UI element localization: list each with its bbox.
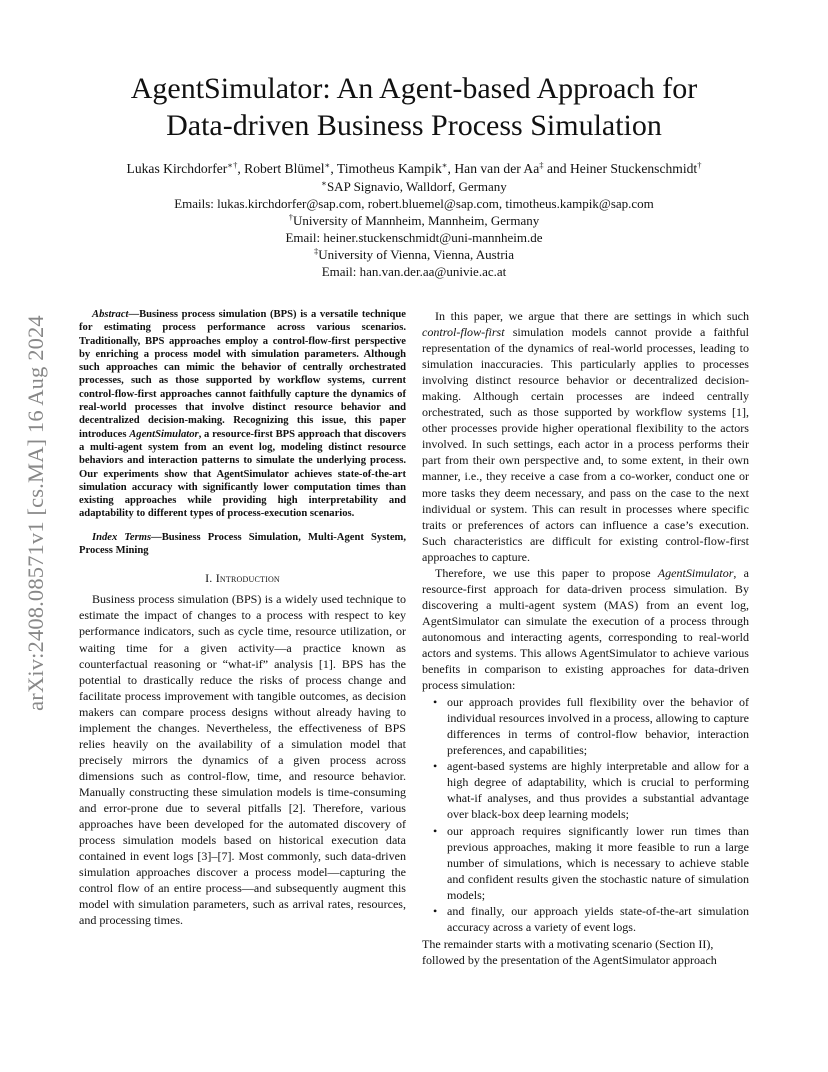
affiliation-mark: † — [697, 160, 702, 170]
affiliation-mark: † — [288, 212, 293, 222]
paragraph-emphasis: AgentSimulator — [657, 565, 734, 580]
affiliation-mannheim-email: Email: heiner.stuckenschmidt@uni-mannheim.de — [285, 230, 543, 245]
affiliation-mannheim — [60, 212, 768, 229]
index-terms-text: —Business Process Simulation, Multi-Agent System, Process Mining — [79, 531, 406, 557]
abstract — [79, 308, 406, 521]
author-name: Lukas Kirchdorfer — [126, 161, 228, 176]
introduction-paragraph-3 — [422, 565, 749, 693]
affiliation-vienna-email: Email: han.van.der.aa@univie.ac.at — [321, 264, 507, 279]
abstract-text-b: , a resource-first BPS approach that discovers a multi-agent system from an event log, modeling distinct resource behaviors and interaction patterns to simulate the underlying process. Our experiments show that AgentSimulator achieves state-of-the-art simulation accuracy with significantly lower computation times than existing approaches while providing high interpretability and adaptability to different types of process-execution scenarios. — [79, 428, 406, 520]
list-item: • and finally, our approach yields state-of-the-art simulation accuracy across a variety of event logs. — [447, 903, 749, 935]
affiliation-sap — [60, 178, 768, 195]
affiliation-mark: ‡ — [539, 160, 544, 170]
abstract-emphasis: AgentSimulator — [129, 428, 199, 440]
affiliation-name: SAP Signavio, Walldorf, Germany — [326, 179, 507, 194]
index-terms — [79, 531, 406, 558]
affiliation-mark: ‡ — [313, 246, 319, 256]
affiliation-sap-emails: Emails: lukas.kirchdorfer@sap.com, robert.bluemel@sap.com, timotheus.kampik@sap.com — [174, 196, 654, 211]
paper-title-line-2: Data-driven Business Process Simulation — [166, 109, 662, 142]
paper-title — [60, 70, 768, 144]
list-item: • agent-based systems are highly interpretable and allow for a high degree of adaptability, which is crucial to performing what-if analyses, and thus provides a substantial advantage over black-box deep learning models; — [447, 758, 749, 822]
paper-title-line-1: AgentSimulator: An Agent-based Approach for — [130, 72, 698, 105]
paragraph-emphasis: control-flow-first — [422, 325, 505, 340]
author-name: Timotheus Kampik — [336, 161, 442, 176]
affiliation-name: University of Vienna, Vienna, Austria — [318, 247, 515, 262]
paragraph-text: Therefore, we use this paper to propose — [435, 565, 658, 580]
list-item: • our approach provides full flexibility over the behavior of individual resources involved in a process, allowing to capture differences in terms of control-flow behavior, interaction preferences, and capabilities; — [447, 694, 749, 758]
affiliation-mark: ∗ — [324, 160, 331, 170]
abstract-label: Abstract — [92, 309, 129, 320]
author-name: Heiner Stuckenschmidt — [569, 161, 698, 176]
author-name: Robert Blümel — [244, 161, 325, 176]
section-heading-introduction: I. Introduction — [205, 571, 280, 586]
contributions-list — [422, 694, 749, 935]
affiliation-mark: ∗ — [321, 178, 327, 188]
left-column — [79, 308, 406, 928]
author-name: Han van der Aa — [454, 161, 540, 176]
author-separator: and — [546, 161, 567, 176]
arxiv-identifier — [20, 268, 52, 758]
right-column — [422, 308, 749, 968]
abstract-text-a: —Business process simulation (BPS) is a versatile technique for estimating process performance across various scenarios. Traditionally, BPS approaches employ a control-flow-first perspective by enriching a process model with simulation parameters. Although such approaches can mimic the behavior of centrally orchestrated processes, such as those supported by workflow systems, current control-flow-first approaches cannot faithfully capture the dynamics of real-world processes that involve distinct resource behavior and decentralized decision-making. Recognizing this issue, this paper introduces — [79, 309, 406, 440]
affiliation-name: University of Mannheim, Mannheim, Germany — [293, 213, 540, 228]
list-item: • our approach requires significantly lower run times than previous approaches, making it more feasible to run a large number of simulations, which is necessary to achieve stable and confident results given the stochastic nature of simulation models; — [447, 823, 749, 903]
introduction-paragraph-2 — [422, 308, 749, 565]
index-terms-label: Index Terms — [92, 531, 152, 543]
affiliation-vienna — [60, 246, 768, 263]
paragraph-text: , a resource-first approach for data-driven process simulation. By discovering a multi-agent system (MAS) from an event log, AgentSimulator can simulate the execution of a process through autonomous and interacting agents, corresponding to real-world actors and systems. This allows AgentSimulator to achieve various benefits in comparison to existing approaches for data-driven process simulation: — [422, 565, 749, 693]
introduction-paragraph-1: Business process simulation (BPS) is a widely used technique to estimate the impact of changes to a process with respect to key performance indicators, such as cycle time, resource utilization, or waiting time for a given activity—a practice known as counterfactual reasoning or “what-if” analysis [1]. BPS has the potential to drastically reduce the risks of process change and facilitate process improvement with tangible outcomes, as decision makers can compare process designs without already having to implement the changes. Nevertheless, the effectiveness of BPS relies heavily on the availability of a simulation model that precisely mirrors the dynamics of a given process across dimensions such as control-flow, time, and resource behavior. Manually constructing these simulation models is time-consuming and error-prone due to several pitfalls [2]. Therefore, various approaches have been developed for the automated discovery of process simulation models based on historical execution data contained in event logs [3]–[7]. Most commonly, such data-driven simulation approaches discover a process model—capturing the control flow of an entire process—and subsequently augment this model with simulation parameters, such as arrival rates, resources, and processing times. — [79, 592, 406, 928]
paragraph-text: simulation models cannot provide a faithful representation of the dynamics of real-world processes, leading to simulation inaccuracies. This particularly applies to processes involving distinct resource behavior or decentralized decision-making. Although certain processes are indeed centrally orchestrated, such as those supported by workflow systems [1], other processes provide higher operational flexibility to the actors involved. In such settings, each actor in a process performs their part from their own perspective and, to some extent, in their own manner, i.e., they receive a case from a co-worker, conduct one or more tasks they deem necessary, and pass on the case to the next individual or system. This can result in processes where specific traits or preferences of actors can influence a case’s execution. Such characteristics are difficult for existing control-flow-first approaches to capture. — [422, 325, 749, 564]
affiliation-mark: ∗† — [227, 160, 238, 170]
remainder-paragraph: The remainder starts with a motivating scenario (Section II), followed by the presentation of the AgentSimulator approach — [422, 936, 717, 967]
author-names: Lukas Kirchdorfer∗†, Robert Blümel∗, Timotheus Kampik∗, Han van der Aa‡ and Heiner Stuckenschmidt† — [126, 160, 702, 176]
affiliation-mark: ∗ — [441, 160, 448, 170]
paragraph-text: In this paper, we argue that there are settings in which such — [435, 309, 749, 323]
arxiv-identifier-text: arXiv:2408.08571v1 [cs.MA] 16 Aug 2024 — [23, 315, 49, 711]
author-block — [60, 160, 768, 280]
